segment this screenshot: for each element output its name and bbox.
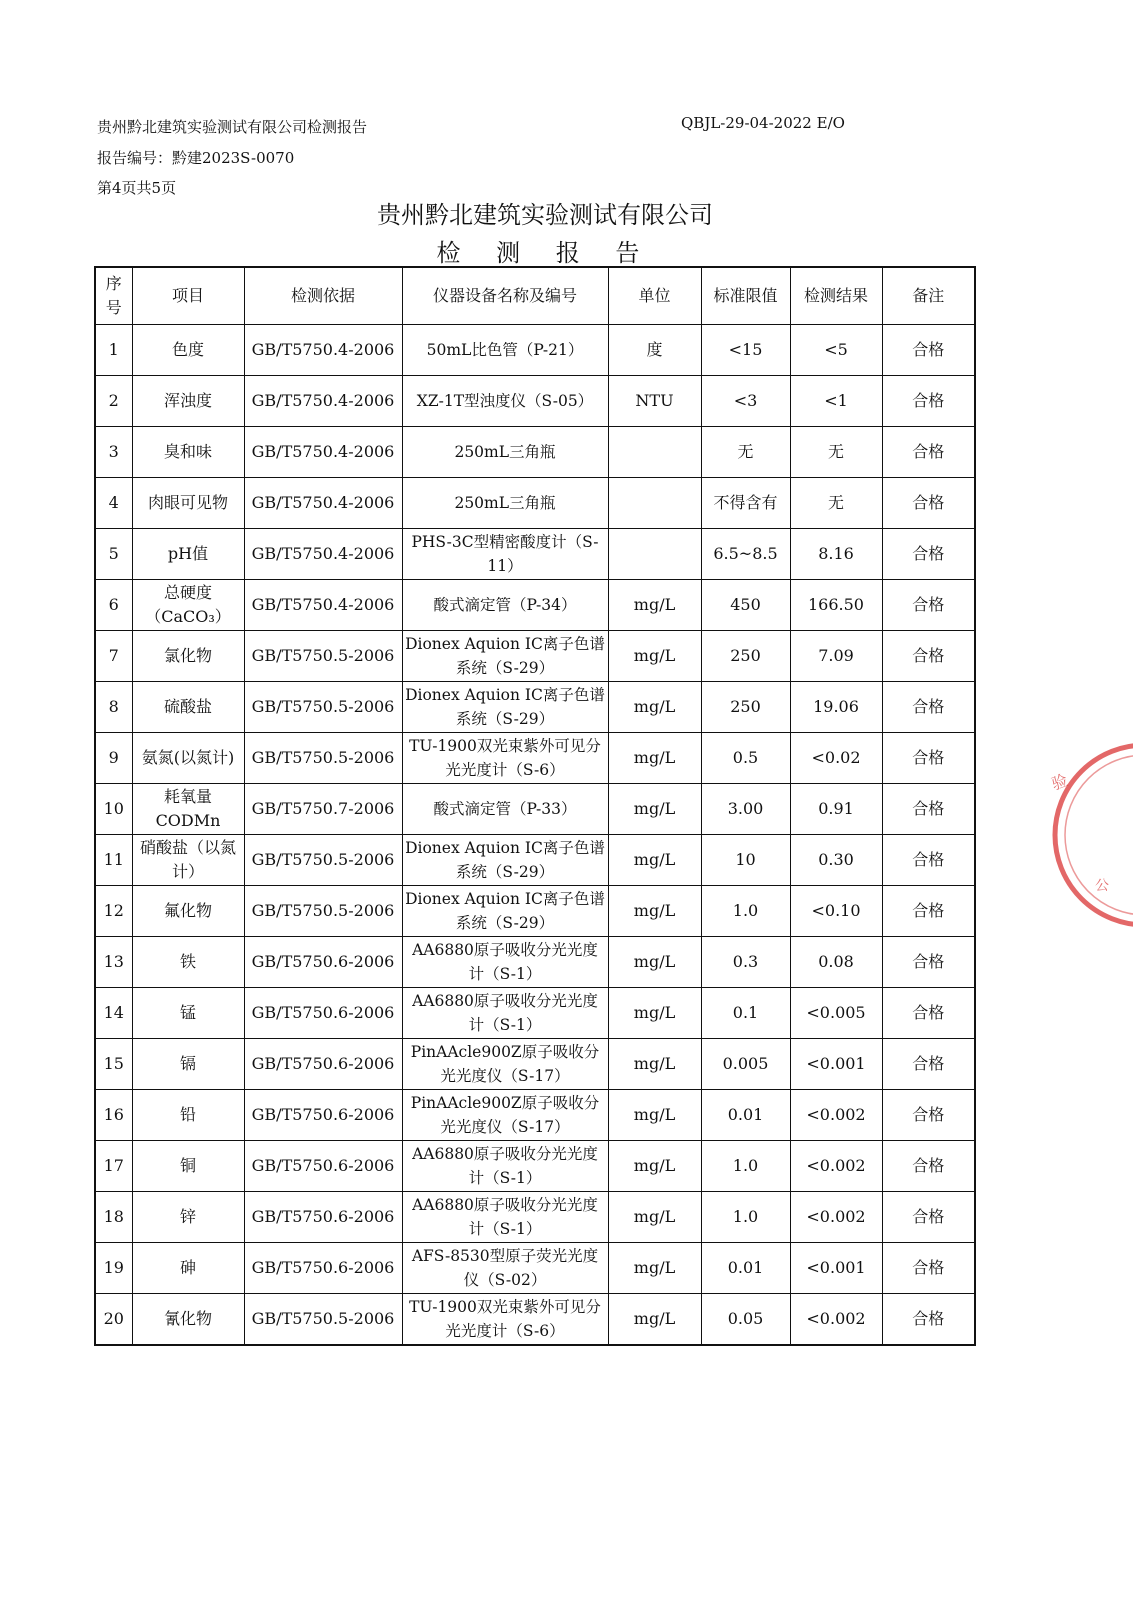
cell-item: 色度 — [132, 325, 244, 376]
cell-item: 浑浊度 — [132, 376, 244, 427]
cell-basis: GB/T5750.6-2006 — [244, 1039, 402, 1090]
cell-basis: GB/T5750.5-2006 — [244, 886, 402, 937]
cell-limit: 0.1 — [701, 988, 790, 1039]
cell-limit: 450 — [701, 580, 790, 631]
cell-unit: mg/L — [608, 1039, 701, 1090]
table-row — [95, 427, 975, 478]
col-header-limit: 标准限值 — [701, 267, 790, 325]
cell-item: 锌 — [132, 1192, 244, 1243]
cell-item: 肉眼可见物 — [132, 478, 244, 529]
cell-basis: GB/T5750.4-2006 — [244, 580, 402, 631]
cell-remark: 合格 — [882, 937, 975, 988]
cell-no: 20 — [95, 1294, 132, 1346]
cell-result: <0.002 — [790, 1141, 882, 1192]
cell-no: 10 — [95, 784, 132, 835]
cell-result: 166.50 — [790, 580, 882, 631]
document-code: QBJL-29-04-2022 E/O — [681, 114, 845, 132]
cell-item: 铜 — [132, 1141, 244, 1192]
table-row — [95, 1090, 975, 1141]
cell-no: 13 — [95, 937, 132, 988]
cell-basis: GB/T5750.4-2006 — [244, 376, 402, 427]
cell-unit: mg/L — [608, 988, 701, 1039]
test-results-table — [94, 266, 976, 1346]
cell-item: pH值 — [132, 529, 244, 580]
cell-no: 2 — [95, 376, 132, 427]
cell-basis: GB/T5750.5-2006 — [244, 631, 402, 682]
cell-item: 臭和味 — [132, 427, 244, 478]
cell-basis: GB/T5750.6-2006 — [244, 1090, 402, 1141]
cell-remark: 合格 — [882, 1192, 975, 1243]
cell-limit: 0.005 — [701, 1039, 790, 1090]
cell-no: 4 — [95, 478, 132, 529]
cell-unit: mg/L — [608, 682, 701, 733]
table-row — [95, 376, 975, 427]
cell-limit: 0.5 — [701, 733, 790, 784]
table-row — [95, 988, 975, 1039]
table-row — [95, 835, 975, 886]
svg-text:验: 验 — [1048, 770, 1071, 794]
cell-result: <0.001 — [790, 1243, 882, 1294]
table-row — [95, 682, 975, 733]
header-company-line: 贵州黔北建筑实验测试有限公司检测报告 — [97, 118, 368, 136]
col-header-unit: 单位 — [608, 267, 701, 325]
cell-equipment: 250mL三角瓶 — [402, 478, 608, 529]
cell-result: <0.005 — [790, 988, 882, 1039]
cell-item: 砷 — [132, 1243, 244, 1294]
cell-no: 15 — [95, 1039, 132, 1090]
cell-unit: mg/L — [608, 937, 701, 988]
cell-limit: 1.0 — [701, 1192, 790, 1243]
table-header-row — [95, 267, 975, 325]
cell-basis: GB/T5750.6-2006 — [244, 937, 402, 988]
cell-equipment: Dionex Aquion IC离子色谱系统（S-29） — [402, 886, 608, 937]
cell-basis: GB/T5750.6-2006 — [244, 1192, 402, 1243]
cell-equipment: AA6880原子吸收分光光度计（S-1） — [402, 1192, 608, 1243]
cell-basis: GB/T5750.6-2006 — [244, 1141, 402, 1192]
cell-unit: mg/L — [608, 1192, 701, 1243]
table-row — [95, 886, 975, 937]
cell-equipment: TU-1900双光束紫外可见分光光度计（S-6） — [402, 733, 608, 784]
svg-text:公: 公 — [1095, 878, 1109, 894]
cell-no: 18 — [95, 1192, 132, 1243]
cell-basis: GB/T5750.6-2006 — [244, 988, 402, 1039]
report-number: 报告编号：黔建2023S-0070 — [97, 149, 295, 167]
cell-basis: GB/T5750.6-2006 — [244, 1243, 402, 1294]
cell-no: 17 — [95, 1141, 132, 1192]
cell-basis: GB/T5750.4-2006 — [244, 529, 402, 580]
cell-limit: 10 — [701, 835, 790, 886]
cell-equipment: PinAAcle900Z原子吸收分光光度仪（S-17） — [402, 1090, 608, 1141]
cell-result: 无 — [790, 478, 882, 529]
cell-result: <0.002 — [790, 1192, 882, 1243]
cell-remark: 合格 — [882, 835, 975, 886]
cell-result: 19.06 — [790, 682, 882, 733]
cell-basis: GB/T5750.7-2006 — [244, 784, 402, 835]
cell-remark: 合格 — [882, 1090, 975, 1141]
cell-item: 硫酸盐 — [132, 682, 244, 733]
cell-unit: mg/L — [608, 886, 701, 937]
cell-no: 9 — [95, 733, 132, 784]
cell-limit: 1.0 — [701, 1141, 790, 1192]
cell-item: 镉 — [132, 1039, 244, 1090]
cell-unit: mg/L — [608, 1141, 701, 1192]
col-header-basis: 检测依据 — [244, 267, 402, 325]
cell-equipment: XZ-1T型浊度仪（S-05） — [402, 376, 608, 427]
cell-equipment: 250mL三角瓶 — [402, 427, 608, 478]
cell-item: 铁 — [132, 937, 244, 988]
table-row — [95, 631, 975, 682]
cell-item: 氟化物 — [132, 886, 244, 937]
cell-no: 5 — [95, 529, 132, 580]
cell-equipment: TU-1900双光束紫外可见分光光度计（S-6） — [402, 1294, 608, 1346]
cell-unit: mg/L — [608, 733, 701, 784]
cell-basis: GB/T5750.5-2006 — [244, 835, 402, 886]
table-row — [95, 1192, 975, 1243]
cell-item: 锰 — [132, 988, 244, 1039]
table-row — [95, 325, 975, 376]
table-row — [95, 1141, 975, 1192]
cell-limit: 0.3 — [701, 937, 790, 988]
cell-unit: mg/L — [608, 1243, 701, 1294]
cell-equipment: AA6880原子吸收分光光度计（S-1） — [402, 937, 608, 988]
cell-unit: mg/L — [608, 835, 701, 886]
col-header-item: 项目 — [132, 267, 244, 325]
cell-equipment: AFS-8530型原子荧光光度仪（S-02） — [402, 1243, 608, 1294]
cell-equipment: 酸式滴定管（P-33） — [402, 784, 608, 835]
col-header-result: 检测结果 — [790, 267, 882, 325]
cell-no: 19 — [95, 1243, 132, 1294]
cell-item: 氰化物 — [132, 1294, 244, 1346]
cell-no: 6 — [95, 580, 132, 631]
cell-limit: 0.05 — [701, 1294, 790, 1346]
cell-result: 8.16 — [790, 529, 882, 580]
cell-remark: 合格 — [882, 1039, 975, 1090]
cell-limit: 0.01 — [701, 1090, 790, 1141]
cell-no: 14 — [95, 988, 132, 1039]
cell-limit: 1.0 — [701, 886, 790, 937]
cell-result: 无 — [790, 427, 882, 478]
table-row — [95, 1294, 975, 1346]
cell-item: 氯化物 — [132, 631, 244, 682]
table-row — [95, 733, 975, 784]
report-title: 检 测 报 告 — [436, 239, 654, 267]
cell-equipment: Dionex Aquion IC离子色谱系统（S-29） — [402, 631, 608, 682]
cell-result: <0.001 — [790, 1039, 882, 1090]
cell-remark: 合格 — [882, 376, 975, 427]
cell-remark: 合格 — [882, 733, 975, 784]
cell-remark: 合格 — [882, 478, 975, 529]
cell-result: 0.30 — [790, 835, 882, 886]
cell-equipment: AA6880原子吸收分光光度计（S-1） — [402, 1141, 608, 1192]
cell-equipment: 50mL比色管（P-21） — [402, 325, 608, 376]
cell-remark: 合格 — [882, 784, 975, 835]
cell-equipment: Dionex Aquion IC离子色谱系统（S-29） — [402, 835, 608, 886]
cell-result: <0.02 — [790, 733, 882, 784]
cell-remark: 合格 — [882, 682, 975, 733]
cell-result: 7.09 — [790, 631, 882, 682]
cell-no: 1 — [95, 325, 132, 376]
cell-limit: 0.01 — [701, 1243, 790, 1294]
cell-basis: GB/T5750.4-2006 — [244, 427, 402, 478]
cell-remark: 合格 — [882, 1141, 975, 1192]
cell-unit — [608, 478, 701, 529]
cell-result: <5 — [790, 325, 882, 376]
cell-remark: 合格 — [882, 580, 975, 631]
cell-remark: 合格 — [882, 988, 975, 1039]
cell-remark: 合格 — [882, 325, 975, 376]
cell-limit: 不得含有 — [701, 478, 790, 529]
cell-item: 耗氧量CODMn — [132, 784, 244, 835]
cell-equipment: PinAAcle900Z原子吸收分光光度仪（S-17） — [402, 1039, 608, 1090]
cell-unit: mg/L — [608, 784, 701, 835]
table-row — [95, 529, 975, 580]
cell-limit: <3 — [701, 376, 790, 427]
cell-item: 铅 — [132, 1090, 244, 1141]
table-row — [95, 1039, 975, 1090]
table-row — [95, 937, 975, 988]
cell-no: 12 — [95, 886, 132, 937]
table-row — [95, 580, 975, 631]
cell-limit: 250 — [701, 682, 790, 733]
cell-unit: mg/L — [608, 580, 701, 631]
cell-unit: 度 — [608, 325, 701, 376]
cell-result: 0.91 — [790, 784, 882, 835]
cell-remark: 合格 — [882, 886, 975, 937]
cell-result: <1 — [790, 376, 882, 427]
cell-item: 氨氮(以氮计) — [132, 733, 244, 784]
cell-limit: 无 — [701, 427, 790, 478]
cell-basis: GB/T5750.5-2006 — [244, 733, 402, 784]
cell-result: <0.002 — [790, 1294, 882, 1346]
cell-remark: 合格 — [882, 631, 975, 682]
cell-limit: 250 — [701, 631, 790, 682]
cell-basis: GB/T5750.5-2006 — [244, 1294, 402, 1346]
table-row — [95, 478, 975, 529]
page-info: 第4页共5页 — [97, 179, 177, 197]
cell-no: 7 — [95, 631, 132, 682]
cell-result: 0.08 — [790, 937, 882, 988]
cell-unit: mg/L — [608, 1294, 701, 1346]
cell-limit: 6.5~8.5 — [701, 529, 790, 580]
cell-limit: <15 — [701, 325, 790, 376]
cell-unit: mg/L — [608, 1090, 701, 1141]
col-header-no: 序号 — [95, 267, 132, 325]
official-stamp-partial — [1040, 730, 1133, 940]
col-header-equipment: 仪器设备名称及编号 — [402, 267, 608, 325]
cell-item: 硝酸盐（以氮计） — [132, 835, 244, 886]
cell-equipment: Dionex Aquion IC离子色谱系统（S-29） — [402, 682, 608, 733]
company-title: 贵州黔北建筑实验测试有限公司 — [377, 201, 713, 229]
cell-basis: GB/T5750.4-2006 — [244, 325, 402, 376]
cell-unit: NTU — [608, 376, 701, 427]
table-row — [95, 784, 975, 835]
table-row — [95, 1243, 975, 1294]
cell-remark: 合格 — [882, 1294, 975, 1346]
cell-remark: 合格 — [882, 529, 975, 580]
cell-equipment: AA6880原子吸收分光光度计（S-1） — [402, 988, 608, 1039]
cell-basis: GB/T5750.4-2006 — [244, 478, 402, 529]
cell-result: <0.10 — [790, 886, 882, 937]
cell-equipment: PHS-3C型精密酸度计（S-11） — [402, 529, 608, 580]
cell-item: 总硬度（CaCO₃） — [132, 580, 244, 631]
cell-no: 16 — [95, 1090, 132, 1141]
cell-no: 11 — [95, 835, 132, 886]
cell-unit — [608, 529, 701, 580]
cell-unit: mg/L — [608, 631, 701, 682]
cell-no: 3 — [95, 427, 132, 478]
cell-limit: 3.00 — [701, 784, 790, 835]
cell-basis: GB/T5750.5-2006 — [244, 682, 402, 733]
cell-result: <0.002 — [790, 1090, 882, 1141]
cell-equipment: 酸式滴定管（P-34） — [402, 580, 608, 631]
cell-remark: 合格 — [882, 1243, 975, 1294]
cell-remark: 合格 — [882, 427, 975, 478]
col-header-remark: 备注 — [882, 267, 975, 325]
cell-no: 8 — [95, 682, 132, 733]
cell-unit — [608, 427, 701, 478]
